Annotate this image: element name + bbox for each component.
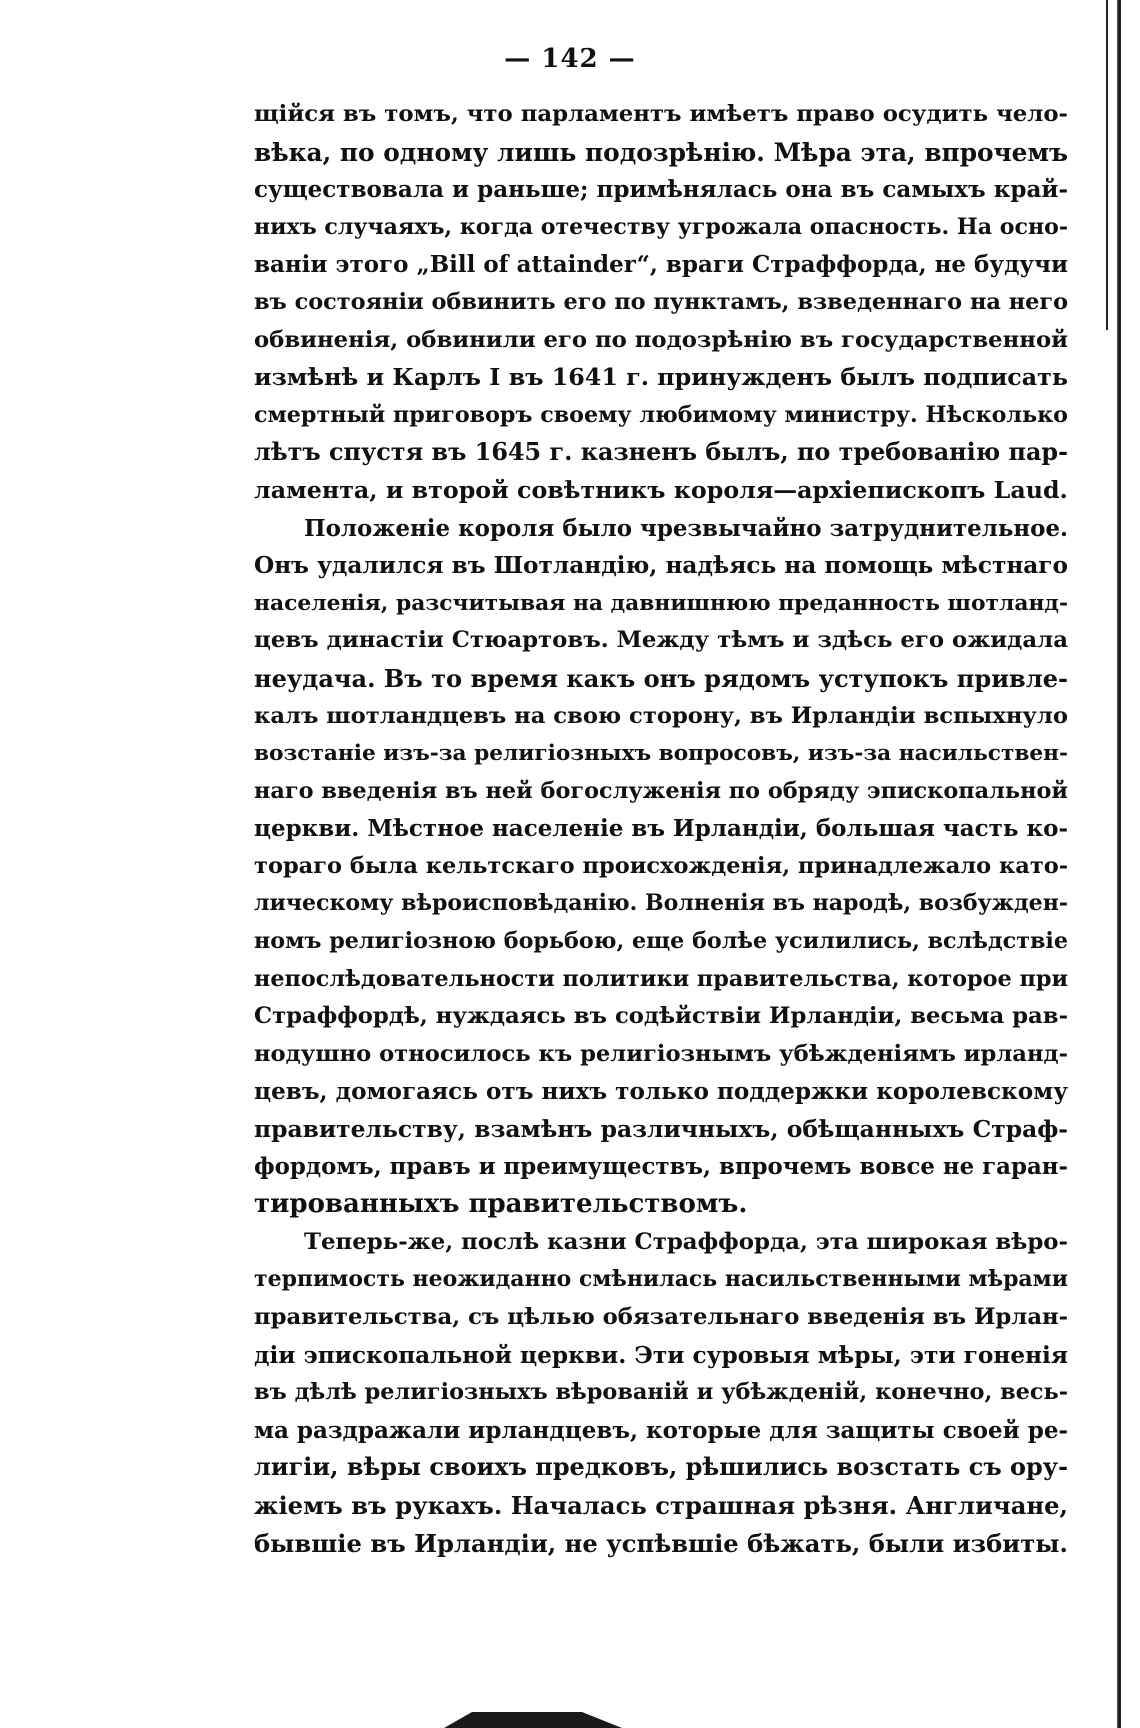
text-line: ма раздражали ирландцевъ, которые для защиты своей ре- (254, 1416, 1068, 1444)
page-number: — 142 — (504, 44, 636, 74)
text-line: діи эпископальной церкви. Эти суровыя мѣры, эти гоненія (254, 1341, 1068, 1369)
text-line: Положеніе короля было чрезвычайно затруднительное. (304, 514, 1068, 542)
text-line: лическому вѣроисповѣданію. Волненія въ народѣ, возбужден- (254, 890, 1068, 917)
text-line: населенія, разсчитывая на давнишнюю преданность шотланд- (254, 590, 1069, 616)
text-line: въ состояніи обвинить его по пунктамъ, взведеннаго на него (254, 288, 1068, 315)
scan-edge-shadow (1117, 0, 1121, 1728)
text-line: ламента, и второй совѣтникъ короля—архіепископъ Laud. (254, 475, 1068, 504)
text-line: жіемъ въ рукахъ. Началась страшная рѣзня. Англичане, (254, 1490, 1068, 1520)
text-line: Онъ удалился въ Шотландію, надѣясь на помощь мѣстнаго (254, 552, 1068, 580)
text-line: лигіи, вѣры своихъ предковъ, рѣшились возстать съ ору- (254, 1453, 1068, 1482)
text-line: щійся въ томъ, что парламентъ имѣетъ право осудить чело- (254, 101, 1068, 127)
text-line: ваніи этого „Bill of attainder“, враги Страффорда, не будучи (254, 251, 1068, 279)
text-line: церкви. Мѣстное населеніе въ Ирландіи, большая часть ко- (254, 815, 1068, 843)
text-line: нихъ случаяхъ, когда отечеству угрожала опасность. На осно- (254, 213, 1068, 240)
text-line: нодушно относилось къ религіознымъ убѣжденіямъ ирланд- (254, 1040, 1068, 1067)
text-line: фордомъ, правъ и преимуществъ, впрочемъ вовсе не гаран- (254, 1153, 1068, 1180)
text-line: правительства, съ цѣлью обязательнаго введенія въ Ирлан- (254, 1304, 1069, 1330)
text-line: калъ шотландцевъ на свою сторону, въ Ирландіи вспыхнуло (254, 702, 1068, 729)
text-line: лѣтъ спустя въ 1645 г. казненъ былъ, по требованію пар- (254, 438, 1068, 467)
text-line: номъ религіозною борьбою, еще болѣе усилились, вслѣдствіе (254, 928, 1068, 955)
text-line: цевъ, домогаясь отъ нихъ только поддержки королевскому (254, 1078, 1068, 1106)
text-line: терпимость неожиданно смѣнилась насильственными мѣрами (254, 1266, 1068, 1293)
text-line: Страффордѣ, нуждаясь въ содѣйствіи Ирландіи, весьма рав- (254, 1003, 1068, 1030)
body-text (254, 96, 1068, 1562)
text-line: бывшіе въ Ирландіи, не успѣвшіе бѣжать, были избиты. (254, 1528, 1068, 1558)
text-line: возстаніе изъ-за религіозныхъ вопросовъ, изъ-за насильствен- (254, 741, 1068, 767)
text-line: существовала и раньше; примѣнялась она въ самыхъ край- (254, 176, 1068, 204)
text-line: обвиненія, обвинили его по подозрѣнію въ государственной (254, 326, 1068, 353)
text-line: измѣнѣ и Карлъ I въ 1641 г. принужденъ былъ подписать (254, 363, 1068, 392)
text-line: цевъ династіи Стюартовъ. Между тѣмъ и здѣсь его ожидала (254, 627, 1068, 654)
text-line: непослѣдовательности политики правительства, которое при (254, 965, 1069, 992)
scan-artifact-mark (444, 1712, 622, 1728)
text-line: смертный приговоръ своему любимому министру. Нѣсколько (254, 401, 1068, 428)
text-line: въ дѣлѣ религіозныхъ вѣрованій и убѣжденій, конечно, весь- (254, 1379, 1068, 1406)
text-line: тораго была кельтскаго происхожденія, принадлежало като- (254, 852, 1069, 879)
text-line: вѣка, по одному лишь подозрѣнію. Мѣра эта, впрочемъ (254, 137, 1068, 167)
text-line: Теперь-же, послѣ казни Страффорда, эта широкая вѣро- (304, 1228, 1068, 1255)
text-line: правительству, взамѣнъ различныхъ, обѣщанныхъ Страф- (254, 1115, 1068, 1144)
text-line: тированныхъ правительствомъ. (254, 1189, 748, 1220)
text-line: наго введенія въ ней богослуженія по обряду эпископальной (254, 777, 1068, 804)
text-line: неудача. Въ то время какъ онъ рядомъ уступокъ привле- (254, 663, 1068, 693)
